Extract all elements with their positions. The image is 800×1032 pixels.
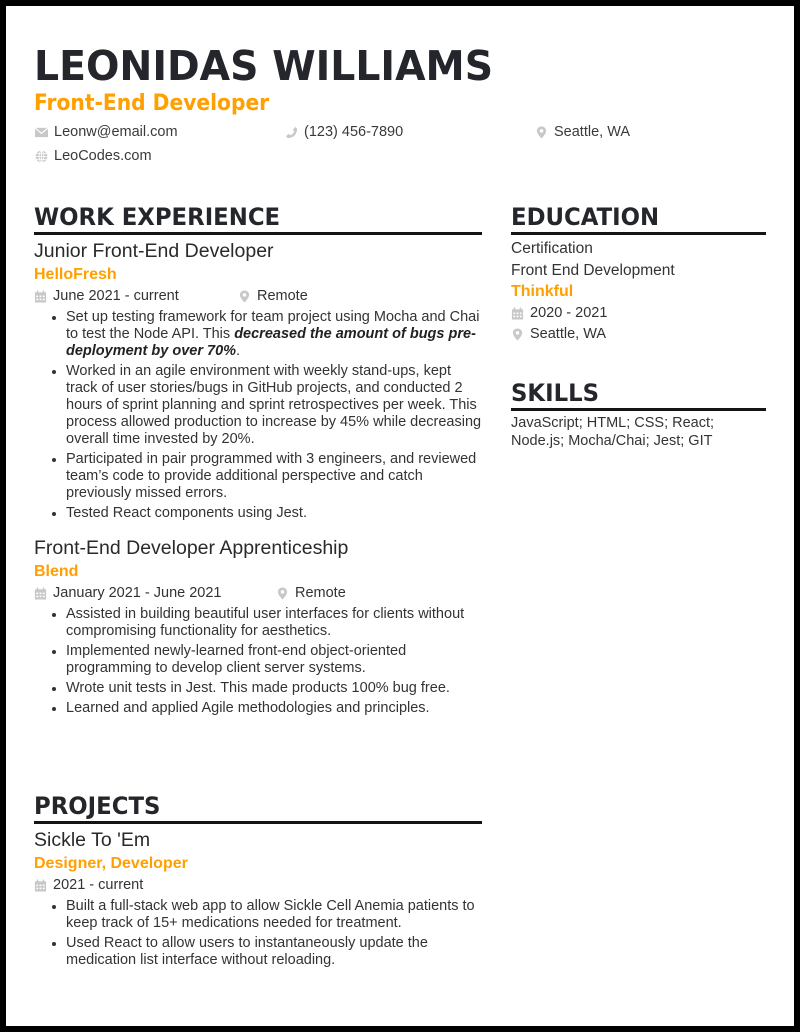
- contact-phone: [285, 123, 403, 141]
- phone-icon: [285, 126, 298, 139]
- candidate-role: Front-End Developer: [34, 91, 270, 116]
- bullet-item: Worked in an agile environment with weekly stand-ups, kept track of user stories/bugs in GitHub projects, and conducted 2 hours of sprint planning and sprint retrospectives per week. This process allowed production to increase by 45% while decreasing overall time invested by 20%.: [48, 363, 482, 448]
- section-divider: [34, 232, 482, 235]
- education-section: [511, 202, 766, 344]
- company-name: HelloFresh: [34, 266, 117, 283]
- bullet-item: Wrote unit tests in Jest. This made products 100% bug free.: [48, 680, 482, 697]
- skills-list: JavaScript; HTML; CSS; React; Node.js; Mocha/Chai; Jest; GIT: [511, 415, 715, 449]
- project-bullets: [48, 898, 482, 969]
- projects-section: [34, 791, 482, 969]
- candidate-name: LEONIDAS WILLIAMS: [34, 42, 494, 90]
- bullet-item: Used React to allow users to instantaneously update the medication list interface without reloading.: [48, 935, 482, 969]
- project-entry: [34, 828, 482, 969]
- calendar-icon: [34, 587, 47, 600]
- map-pin-icon: [511, 328, 524, 341]
- project-dates: 2021 - current: [34, 875, 143, 895]
- company-name: Blend: [34, 563, 79, 580]
- job-location: Remote: [276, 583, 346, 603]
- calendar-icon: [511, 307, 524, 320]
- website-text: LeoCodes.com: [54, 148, 152, 164]
- project-role: Designer, Developer: [34, 855, 188, 872]
- calendar-icon: [34, 879, 47, 892]
- work-experience-section: [34, 202, 482, 717]
- degree: Certification: [511, 240, 593, 257]
- job-title: Junior Front-End Developer: [34, 240, 274, 262]
- map-pin-icon: [276, 587, 289, 600]
- phone-text: (123) 456-7890: [304, 124, 404, 140]
- map-pin-icon: [238, 290, 251, 303]
- job-meta: [34, 286, 482, 306]
- bullet-item: Implemented newly-learned front-end object-oriented programming to develop client server systems.: [48, 643, 482, 677]
- map-pin-icon: [535, 126, 548, 139]
- globe-icon: [35, 150, 48, 163]
- contact-website: [35, 147, 152, 165]
- contact-location: [535, 123, 630, 141]
- resume-page: [6, 6, 794, 1026]
- job-bullets: [48, 309, 482, 522]
- job-title: Front-End Developer Apprenticeship: [34, 537, 349, 559]
- section-title: PROJECTS: [34, 792, 161, 820]
- section-divider: [511, 408, 766, 411]
- contact-email: [35, 123, 178, 141]
- job-meta: [34, 583, 482, 603]
- job-entry: [34, 536, 482, 717]
- section-title: SKILLS: [511, 379, 600, 407]
- section-title: WORK EXPERIENCE: [34, 203, 281, 231]
- bullet-item: Participated in pair programmed with 3 engineers, and reviewed team’s code to provide additional perspective and catch previously missed errors.: [48, 451, 482, 502]
- email-text: Leonw@email.com: [54, 124, 178, 140]
- project-name: Sickle To 'Em: [34, 829, 151, 851]
- skills-section: [511, 378, 766, 450]
- bullet-item: Learned and applied Agile methodologies and principles.: [48, 700, 482, 717]
- bullet-item: Assisted in building beautiful user interfaces for clients without compromising functionality for aesthetics.: [48, 606, 482, 640]
- job-dates: June 2021 - current: [34, 286, 238, 306]
- job-location: Remote: [238, 286, 308, 306]
- emphasis-text: decreased the amount of bugs pre-deployment by over 70%: [66, 326, 476, 359]
- section-title: EDUCATION: [511, 203, 660, 231]
- bullet-item: Set up testing framework for team project using Mocha and Chai to test the Node API. This decreased the amount of bugs pre-deployment by over 70%.: [48, 309, 482, 360]
- job-dates: January 2021 - June 2021: [34, 583, 276, 603]
- bullet-item: Tested React components using Jest.: [48, 505, 482, 522]
- location-text: Seattle, WA: [554, 124, 631, 140]
- education-dates: 2020 - 2021: [511, 303, 766, 323]
- section-divider: [511, 232, 766, 235]
- section-divider: [34, 821, 482, 824]
- envelope-icon: [35, 126, 48, 139]
- calendar-icon: [34, 290, 47, 303]
- bullet-item: Built a full-stack web app to allow Sickle Cell Anemia patients to keep track of 15+ medications needed for treatment.: [48, 898, 482, 932]
- project-meta: [34, 875, 482, 895]
- field-of-study: Front End Development: [511, 262, 675, 279]
- school-name: Thinkful: [511, 283, 574, 300]
- job-entry: [34, 239, 482, 522]
- education-location: Seattle, WA: [511, 324, 766, 344]
- job-bullets: [48, 606, 482, 717]
